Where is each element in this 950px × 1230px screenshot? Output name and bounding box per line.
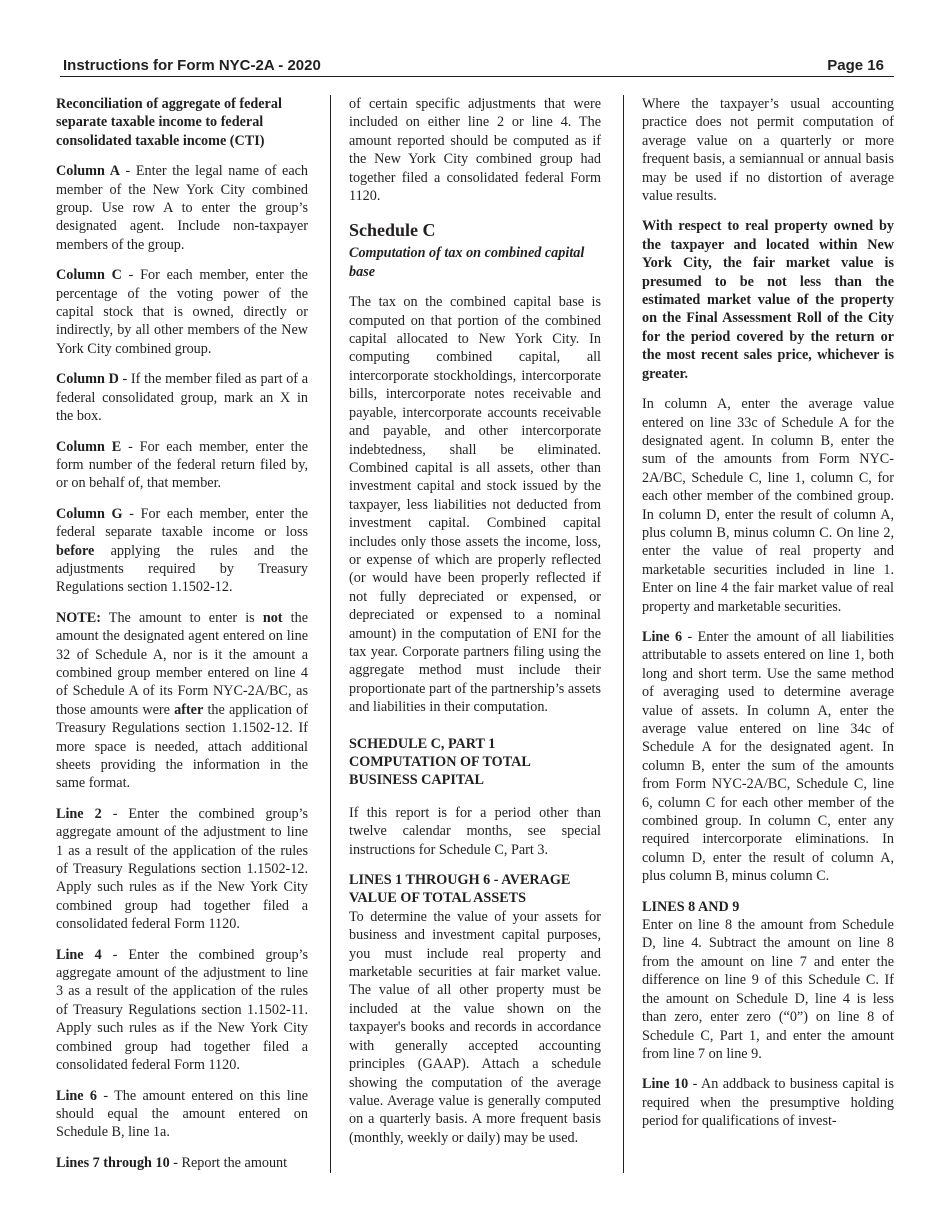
- paragraph-column-g: Column G - For each member, enter the federal separate taxable income or loss before applying the rules and the adjustments required by Treasury Regulations section 1.1502-12.: [56, 505, 308, 596]
- page-header: [60, 54, 894, 77]
- paragraph-column-d: Column D - If the member filed as part of a federal consolidated group, mark an X in the box.: [56, 371, 308, 425]
- document-title: Instructions for Form NYC-2A - 2020: [63, 57, 321, 74]
- schedule-c-subtitle: Computation of tax on combined capital base: [349, 245, 585, 280]
- continued-paragraph: of certain specific adjustments that were included on either line 2 or line 4. The amount reported should be computed as if the New York City combined group had together filed a consolidated federal Form 1120.: [349, 96, 601, 205]
- combined-capital-paragraph: The tax on the combined capital base is computed on that portion of the combined capital allocated to New York City. In computing combined capital, all intercorporate stockholdings, intercorporate bills, intercorporate notes receivable and payable, intercorporate accounts receivable and payable, and other intercorporate indebtedness, shall be eliminated. Combined capital is all assets, other than investment capital and stock issued by the taxpayer, less liabilities not deducted from investment capital. Combined capital includes only those assets the income, loss, or expense of which are properly reflected (or would have been properly reflected if not fully depreciated or expensed, or depreciated or expensed to a nominal amount) in the computation of ENI for the tax year. Corporate partners filing using the aggregate method must include their proportionate part of the partnership’s assets and liabilities in their computation.: [349, 294, 601, 716]
- column-divider-1: [330, 95, 331, 1173]
- average-value-paragraph: To determine the value of your assets for business and investment capital purposes, you must include real property and marketable securities at fair market value. The value of all other property must be included at the value shown on the taxpayer's books and records in accordance with generally accepted accounting principles (GAAP). Attach a schedule showing the computation of the average value. Average value is generally computed on a quarterly basis. A more frequent basis (monthly, weekly or daily) may be used.: [349, 908, 601, 1146]
- part-1-heading: SCHEDULE C, PART 1 COMPUTATION OF TOTAL BUSINESS CAPITAL: [349, 735, 531, 789]
- paragraph-lines-7-10: Lines 7 through 10 - Report the amount: [56, 1154, 288, 1171]
- paragraph-column-a: Column A - Enter the legal name of each member of the New York City combined group. Use row A to enter the group’s designated agent. Include non-taxpayer members of the group.: [56, 163, 309, 253]
- column-3: [642, 95, 894, 1143]
- column-1: [56, 95, 308, 1184]
- section-heading: Reconciliation of aggregate of federal separate taxable income to federal consolidated taxable income (CTI): [56, 96, 282, 149]
- schedule-c-title: Schedule C: [349, 220, 436, 241]
- paragraph-line-4: Line 4 - Enter the combined group’s aggregate amount of the adjustment to line 3 as a result of the application of the rules of Treasury Regulations section 1.1502-11. Apply such rules as if the New York City combined group had together filed a consolidated federal Form 1120.: [56, 946, 309, 1074]
- accounting-practice-paragraph: Where the taxpayer’s usual accounting practice does not permit computation of average value on a quarterly or more frequent basis, a semiannual or annual basis may be used if no distortion of average value results.: [642, 96, 894, 205]
- paragraph-line-2: Line 2 - Enter the combined group’s aggregate amount of the adjustment to line 1 as a result of the application of the rules of Treasury Regulations section 1.1502-12. Apply such rules as if the New York City combined group had together filed a consolidated federal Form 1120.: [56, 805, 309, 933]
- lines-8-9-paragraph: Enter on line 8 the amount from Schedule D, line 4. Subtract the amount on line 8 from the amount on line 7 and enter the difference on line 9 of this Schedule C. If the amount on Schedule D, line 4 is less than zero, enter zero (“0”) on line 8 of Schedule C, Part 1, and enter the amount from line 7 on line 9.: [642, 917, 894, 1062]
- page-number: Page 16: [827, 57, 884, 74]
- column-instructions-paragraph: In column A, enter the average value entered on line 33c of Schedule A for the designated agent. In column B, enter the sum of the amounts from Form NYC-2A/BC, Schedule C, line 1, column C, for each other member of the combined group. In column D, enter the result of column A, plus column B, minus column C. On line 2, enter the value of real property and marketable securities included in line 1. Enter on line 4 the fair market value of real property and marketable securities.: [642, 396, 894, 615]
- column-2: [349, 95, 601, 1159]
- period-paragraph: If this report is for a period other than twelve calendar months, see special instructions for Schedule C, Part 3.: [349, 804, 601, 858]
- paragraph-line-6-liabilities: Line 6 - Enter the amount of all liabilities attributable to assets entered on line 1, both long and short term. Use the same method of averaging used to determine average value of assets. In column A, enter the average value entered on line 34c of Schedule A for the designated agent. In column B, enter the sum of the amounts from Form NYC-2A/BC, Schedule C, line 6, column C for each other member of the combined group. In column C, enter any required intercorporate eliminations. In column D, enter the result of column A, plus column B, minus column C.: [642, 628, 895, 885]
- column-divider-2: [623, 95, 624, 1173]
- real-property-paragraph: With respect to real property owned by the taxpayer and located within New York City, the fair market value is presumed to be not less than the estimated market value of the property on the Final Assessment Roll of the City for the period covered by the return or the most recent sales price, whichever is greater.: [642, 218, 894, 382]
- note-paragraph: NOTE: The amount to enter is not the amount the designated agent entered on line 32 of Schedule A, nor is it the amount a combined group member entered on line 4 of Schedule A of its Form NYC-2A/BC, as those amounts were after the application of Treasury Regulations section 1.1502-12. If more space is needed, attach additional sheets providing the information in the same format.: [56, 609, 309, 792]
- paragraph-column-c: Column C - For each member, enter the percentage of the voting power of the capital stock that is owned, directly or indirectly, by all other members of the New York City combined group.: [56, 267, 308, 357]
- lines-1-6-heading: LINES 1 THROUGH 6 - AVERAGE VALUE OF TOTAL ASSETS: [349, 872, 571, 907]
- lines-8-9-heading: LINES 8 AND 9: [642, 898, 740, 915]
- paragraph-line-10: Line 10 - An addback to business capital is required when the presumptive holding period for qualifications of invest-: [642, 1076, 894, 1130]
- paragraph-line-6: Line 6 - The amount entered on this line should equal the amount entered on Schedule B, line 1a.: [56, 1087, 309, 1141]
- paragraph-column-e: Column E - For each member, enter the form number of the federal return filed by, or on behalf of, that member.: [56, 438, 308, 492]
